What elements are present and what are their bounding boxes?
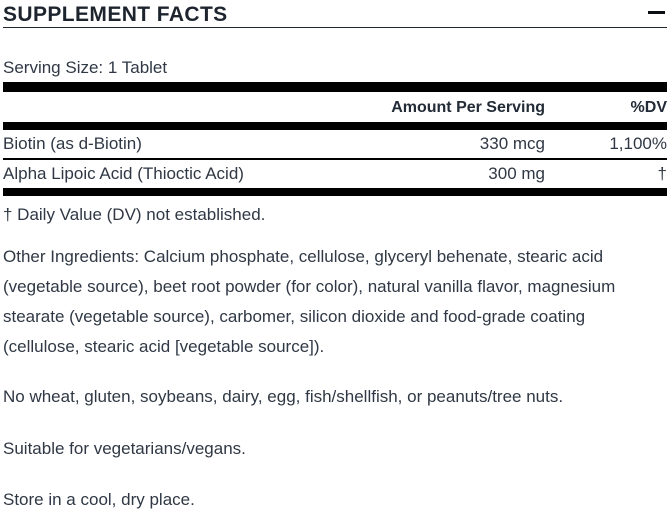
ingredient-dv: † (657, 164, 667, 183)
storage-note: Store in a cool, dry place. (3, 490, 195, 509)
table-row-biotin (3, 130, 667, 158)
ingredient-amount: 330 mcg (479, 134, 545, 153)
divider-thick-header (3, 122, 667, 130)
table-header-row (3, 92, 667, 122)
divider-thick-top (3, 82, 667, 92)
ingredient-amount: 300 mg (488, 164, 545, 183)
accordion-header[interactable] (3, 0, 667, 28)
serving-size-label: Serving Size: 1 Tablet (3, 58, 168, 77)
collapse-minus-icon[interactable] (648, 11, 665, 14)
ingredient-dv: 1,100% (609, 134, 667, 153)
other-ingredients-paragraph: Other Ingredients: Calcium phosphate, cellulose, glyceryl behenate, stearic acid (vegetable source), beet root powder (for color), natural vanilla flavor, magnesium stearate (vegetable source), carbomer, silicon dioxide and food-grade coating (cellulose, stearic acid [vegetable source]). (3, 247, 616, 356)
divider-thick-bottom (3, 188, 667, 196)
amount-per-serving-header: Amount Per Serving (391, 99, 545, 116)
percent-dv-header: %DV (630, 99, 667, 116)
table-row-alpha-lipoic-acid (3, 160, 667, 188)
section-title: SUPPLEMENT FACTS (3, 3, 228, 26)
ingredient-name: Biotin (as d-Biotin) (3, 134, 142, 153)
ingredient-name: Alpha Lipoic Acid (Thioctic Acid) (3, 164, 244, 183)
dietary-note: Suitable for vegetarians/vegans. (3, 439, 246, 458)
dv-footnote: † Daily Value (DV) not established. (3, 205, 266, 224)
allergen-statement: No wheat, gluten, soybeans, dairy, egg, fish/shellfish, or peanuts/tree nuts. (3, 387, 564, 406)
